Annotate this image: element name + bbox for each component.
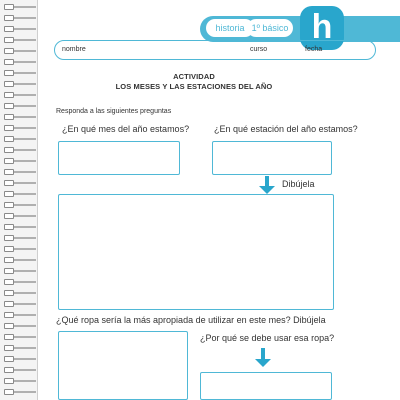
spiral-ring: [0, 389, 36, 395]
spiral-ring: [0, 70, 36, 76]
spiral-ring: [0, 356, 36, 362]
drawing-box-season[interactable]: [58, 194, 334, 310]
spiral-ring: [0, 323, 36, 329]
question-month: ¿En qué mes del año estamos?: [62, 124, 190, 134]
grade-badge: 1º básico: [247, 19, 293, 37]
spiral-ring: [0, 268, 36, 274]
spiral-ring: [0, 213, 36, 219]
spiral-ring: [0, 103, 36, 109]
logo: h: [300, 6, 344, 50]
answer-box-month[interactable]: [58, 141, 180, 175]
header-bar-tail: [340, 16, 400, 42]
spiral-ring: [0, 4, 36, 10]
spiral-ring: [0, 301, 36, 307]
date-label: fecha: [305, 46, 323, 53]
spiral-ring: [0, 367, 36, 373]
spiral-ring: [0, 169, 36, 175]
spiral-ring: [0, 224, 36, 230]
spiral-ring: [0, 191, 36, 197]
spiral-binding: [0, 0, 38, 400]
spiral-ring: [0, 125, 36, 131]
spiral-ring: [0, 59, 36, 65]
course-label: curso: [250, 46, 268, 53]
student-info-row: [54, 40, 376, 60]
activity-title: ACTIVIDAD: [173, 72, 215, 81]
activity-subtitle: LOS MESES Y LAS ESTACIONES DEL AÑO: [115, 82, 273, 91]
spiral-ring: [0, 334, 36, 340]
spiral-ring: [0, 378, 36, 384]
answer-box-season[interactable]: [212, 141, 332, 175]
spiral-ring: [0, 147, 36, 153]
question-clothes: ¿Qué ropa sería la más apropiada de utilizar en este mes? Dibújela: [56, 315, 326, 325]
spiral-ring: [0, 202, 36, 208]
spiral-ring: [0, 81, 36, 87]
spiral-ring: [0, 114, 36, 120]
question-season: ¿En qué estación del año estamos?: [214, 124, 358, 134]
spiral-ring: [0, 180, 36, 186]
spiral-ring: [0, 246, 36, 252]
spiral-ring: [0, 37, 36, 43]
spiral-ring: [0, 290, 36, 296]
spiral-ring: [0, 15, 36, 21]
spiral-ring: [0, 312, 36, 318]
spiral-ring: [0, 235, 36, 241]
spiral-ring: [0, 345, 36, 351]
spiral-ring: [0, 279, 36, 285]
drawing-box-clothes[interactable]: [58, 331, 188, 400]
spiral-ring: [0, 136, 36, 142]
page-edge: [37, 0, 38, 400]
answer-box-why[interactable]: [200, 372, 332, 400]
name-label: nombre: [62, 46, 86, 53]
instruction-text: Responda a las siguientes preguntas: [56, 108, 172, 115]
spiral-ring: [0, 92, 36, 98]
spiral-ring: [0, 48, 36, 54]
question-why: ¿Por qué se debe usar esa ropa?: [200, 333, 335, 343]
spiral-ring: [0, 26, 36, 32]
spiral-ring: [0, 158, 36, 164]
spiral-ring: [0, 257, 36, 263]
subject-badge: historia: [206, 19, 254, 37]
draw-season-label: Dibújela: [282, 179, 315, 189]
